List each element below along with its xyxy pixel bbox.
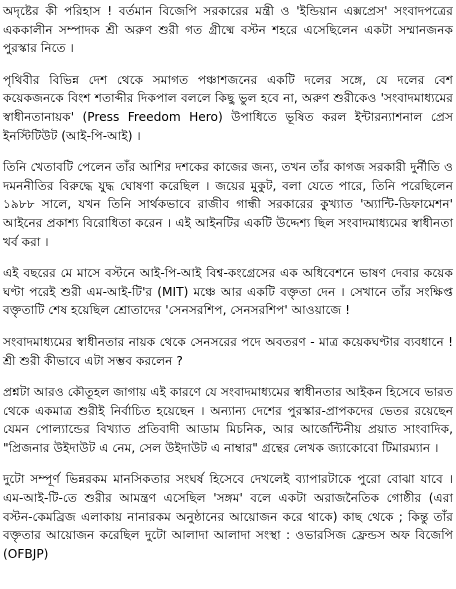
paragraph-4: এই বছরের মে মাসে বস্টনে আই-পি-আই বিশ্ব-কংগ্রেসের এক অধিবেশনে ভাষণ দেবার কয়েক ঘণ্টা পরেই শুরী এম-আই-টি'র (MIT) মঞ্চে আর একটি বক্তৃতা দেন । সেখানে তাঁর সংক্ষিপ্ত বক্তৃতাটি শেষ হয়েছিল শ্রোতাদের 'সেনসরশিপ, সেনসরশিপ' আওয়াজে ! — [3, 266, 453, 318]
paragraph-7: দুটো সম্পূর্ণ ভিন্নরকম মানসিকতার সংঘর্ষ হিসেবে দেখলেই ব্যাপারটাকে পুরো বোঝা যাবে । এম-আই-টি-তে শুরীর আমন্ত্রণ এসেছিল 'সঙ্গম' বলে একটা অরাজনৈতিক গোষ্ঠীর (এরা বস্টন-কেমব্রিজ এলাকায় নানারকম অনুষ্ঠানের আয়োজন করে থাকে) কাছ থেকে ; কিন্তু তাঁর বক্তৃতার আয়োজন করেছিল দুটো আলাদা আলাদা সংস্থা : ওভারসিজ ফ্রেন্ডস অফ বিজেপি (OFBJP) — [3, 472, 453, 561]
paragraph-2: পৃথিবীর বিভিন্ন দেশ থেকে সমাগত পঞ্চাশজনের একটি দলের সঙ্গে, যে দলের বেশ কয়েকজনকে বিংশ শতাব্দীর দিকপাল বললে কিছু ভুল হবে না, অরুণ শুরীকেও 'সংবাদমাধ্যমের স্বাধীনতানায়ক' (Press Freedom Hero) উপাধিতে ভূষিত করল ইন্টারন্যাশনাল প্রেস ইনস্টিটিউট (আই-পি-আই) । — [3, 72, 453, 143]
paragraph-5: সংবাদমাধ্যমের স্বাধীনতার নায়ক থেকে সেনসরের পদে অবতরণ - মাত্র কয়েকঘণ্টার ব্যবধানে ! শ্রী শুরী কীভাবে এটা সম্ভব করলেন ? — [3, 334, 453, 368]
paragraph-1: অদৃষ্টের কী পরিহাস ! বর্তমান বিজেপি সরকারের মন্ত্রী ও 'ইন্ডিয়ান এক্সপ্রেস' সংবাদপত্রের এককালীন সম্পাদক শ্রী অরুণ শুরী গত গ্রীষ্মে বস্টন শহরে এসেছিলেন একটা সম্মানজনক পুরস্কার নিতে । — [3, 4, 453, 56]
paragraph-6: প্রশ্নটা আরও কৌতূহল জাগায় এই কারণে যে সংবাদমাধ্যমের স্বাধীনতার আইকন হিসেবে ভারত থেকে একমাত্র শুরীই নির্বাচিত হয়েছেন । অন্যান্য দেশের পুরস্কার-প্রাপকদের ভেতর রয়েছেন যেমন পোল্যান্ডের বিখ্যাত প্রতিবাদী আডাম মিচনিক, আর আর্জেন্টিনীয় প্রয়াত সাংবাদিক, "প্রিজনার উইদাউট এ নেম, সেল উইদাউট এ নাম্বার" গ্রন্থের লেখক জ্যাকোবো টিমারম্যান । — [3, 385, 453, 455]
paragraph-3: তিনি খেতাবটি পেলেন তাঁর আশির দশকের কাজের জন্য, তখন তাঁর কাগজ সরকারী দুর্নীতি ও দমননীতির বিরুদ্ধে যুদ্ধ ঘোষণা করেছিল । জয়ের মুকুট, বলা যেতে পারে, তিনি পরেছিলেন ১৯৮৮ সালে, যখন তিনি সার্থকভাবে রাজীব গান্ধী সরকারের কুখ্যাত 'অ্যান্টি-ডিফামেশন' আইনের প্রকাশ্য বিরোধিতা করেন । এই আইনটির একটি উদ্দেশ্য ছিল সংবাদমাধ্যমের স্বাধীনতা খর্ব করা । — [3, 160, 453, 249]
